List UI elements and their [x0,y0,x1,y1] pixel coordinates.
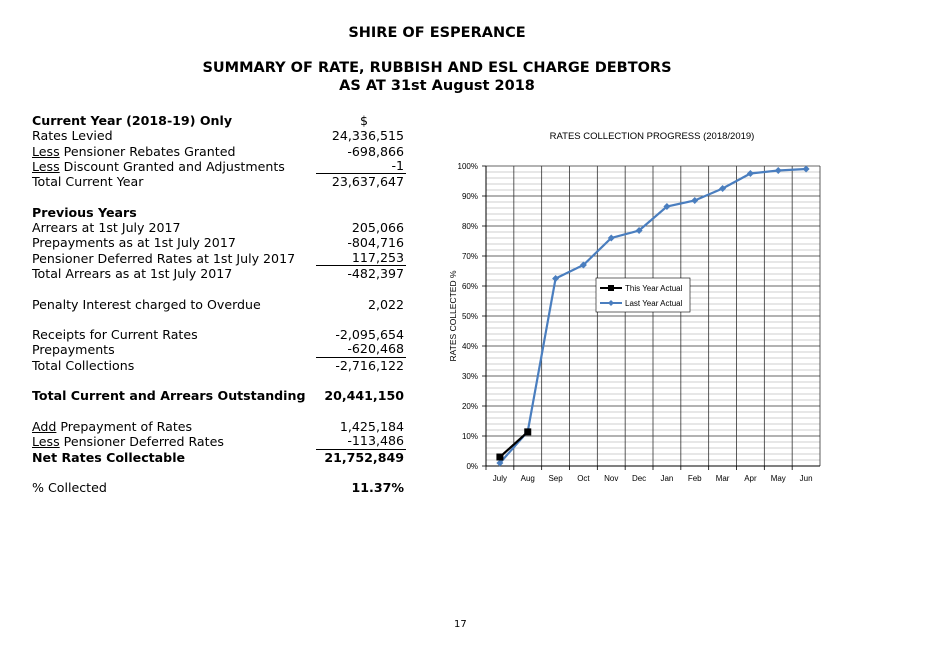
table-row [32,297,412,312]
row-label [32,434,224,449]
row-value: -698,866 [347,143,404,159]
x-tick-label: Feb [687,474,702,483]
row-value: 20,441,150 [324,388,404,404]
page-number: 17 [454,619,467,630]
row-label: Pensioner Deferred Rates at 1st July 2017 [32,250,296,266]
x-tick-label: Mar [715,474,730,483]
table-row [32,480,412,495]
row-label: Rates Levied [32,128,113,144]
row-value: 11.37% [351,480,404,496]
rates-collection-chart [440,120,830,490]
row-value: 205,066 [351,220,404,236]
table-row [32,235,412,250]
row-label: Total Current Year [32,174,144,190]
table-row [32,266,412,281]
table-row [32,251,412,266]
row-value: 1,425,184 [339,418,404,434]
x-tick-label: Jun [799,474,813,483]
row-value: 117,253 [316,251,406,266]
row-label: Arrears at 1st July 2017 [32,220,181,236]
row-label [32,144,235,159]
y-tick-label: 0% [466,462,478,471]
row-prefix: Less [32,143,60,159]
x-tick-label: July [492,474,508,483]
row-label: Total Current and Arrears Outstanding [32,388,306,404]
x-tick-label: May [770,474,786,483]
table-row [32,174,412,189]
table-row [32,450,412,465]
table-row [32,358,412,373]
row-label [32,419,192,434]
row-label-text: Pensioner Deferred Rates [59,434,224,450]
report-title: SUMMARY OF RATE, RUBBISH AND ESL CHARGE DEBTORS [202,60,672,76]
legend-label: Last Year Actual [625,299,683,308]
chart-title: RATES COLLECTION PROGRESS (2018/2019) [549,131,755,142]
rates-summary-table [32,113,412,495]
row-label [32,159,285,174]
row-value: 24,336,515 [331,128,404,144]
y-tick-label: 100% [457,162,478,171]
row-label: Total Arrears as at 1st July 2017 [32,265,233,281]
y-tick-label: 10% [461,432,478,441]
chart-legend [596,278,690,312]
table-row [32,419,412,434]
table-row [32,342,412,357]
row-label-text: Prepayment of Rates [56,418,193,434]
data-point [775,167,782,174]
row-label: % Collected [32,480,107,496]
current-year-heading: Current Year (2018-19) Only [32,113,233,128]
table-row [32,220,412,235]
x-tick-label: Nov [604,474,619,483]
previous-years-heading: Previous Years [32,204,137,220]
previous-years-heading-row [32,205,412,220]
y-tick-label: 80% [461,222,478,231]
table-row [32,434,412,449]
x-tick-label: Dec [631,474,647,483]
table-row [32,327,412,342]
row-value: -482,397 [347,265,404,281]
y-tick-label: 20% [461,402,478,411]
y-tick-label: 30% [461,372,478,381]
chart-grid [486,166,820,466]
table-row [32,388,412,403]
x-tick-label: Apr [744,474,757,483]
data-point [803,166,810,173]
data-point [496,454,503,461]
y-tick-label: 90% [461,192,478,201]
data-point [524,428,531,435]
row-value: 23,637,647 [331,174,404,190]
table-row [32,159,412,174]
row-value: -2,716,122 [335,357,404,373]
row-label-text: Pensioner Rebates Granted [59,143,236,159]
x-tick-label: Aug [520,474,535,483]
row-label: Receipts for Current Rates [32,327,198,343]
row-label: Total Collections [32,357,135,373]
report-heading [0,59,874,95]
row-value: -1 [316,159,406,174]
legend-label: This Year Actual [625,284,683,293]
table-row [32,144,412,159]
organisation-title: SHIRE OF ESPERANCE [348,25,526,41]
y-tick-label: 60% [461,282,478,291]
x-tick-label: Sep [548,474,563,483]
row-prefix: Less [32,434,60,450]
x-tick-label: Oct [577,474,590,483]
data-point [691,197,698,204]
row-value: 21,752,849 [324,449,404,465]
data-point [552,275,559,282]
currency-symbol: $ [359,113,368,128]
row-value: 2,022 [367,296,404,312]
row-label-text: Discount Granted and Adjustments [59,158,285,174]
chart-ticks [458,162,813,483]
row-label: Penalty Interest charged to Overdue [32,296,261,312]
row-value: -804,716 [347,235,404,251]
row-value: -113,486 [316,434,406,449]
table-row [32,128,412,143]
y-tick-label: 70% [461,252,478,261]
row-value: -620,468 [316,342,406,357]
row-label: Prepayments as at 1st July 2017 [32,235,236,251]
row-prefix: Less [32,158,60,174]
y-axis-label: RATES COLLECTED % [448,270,458,362]
row-value: -2,095,654 [335,327,404,343]
current-year-heading-row [32,113,412,128]
row-label: Net Rates Collectable [32,449,186,465]
x-tick-label: Jan [660,474,674,483]
legend-marker [608,285,614,291]
y-tick-label: 40% [461,342,478,351]
y-tick-label: 50% [461,312,478,321]
row-prefix: Add [32,418,57,434]
row-label: Prepayments [32,342,115,358]
report-date: AS AT 31st August 2018 [339,78,535,94]
